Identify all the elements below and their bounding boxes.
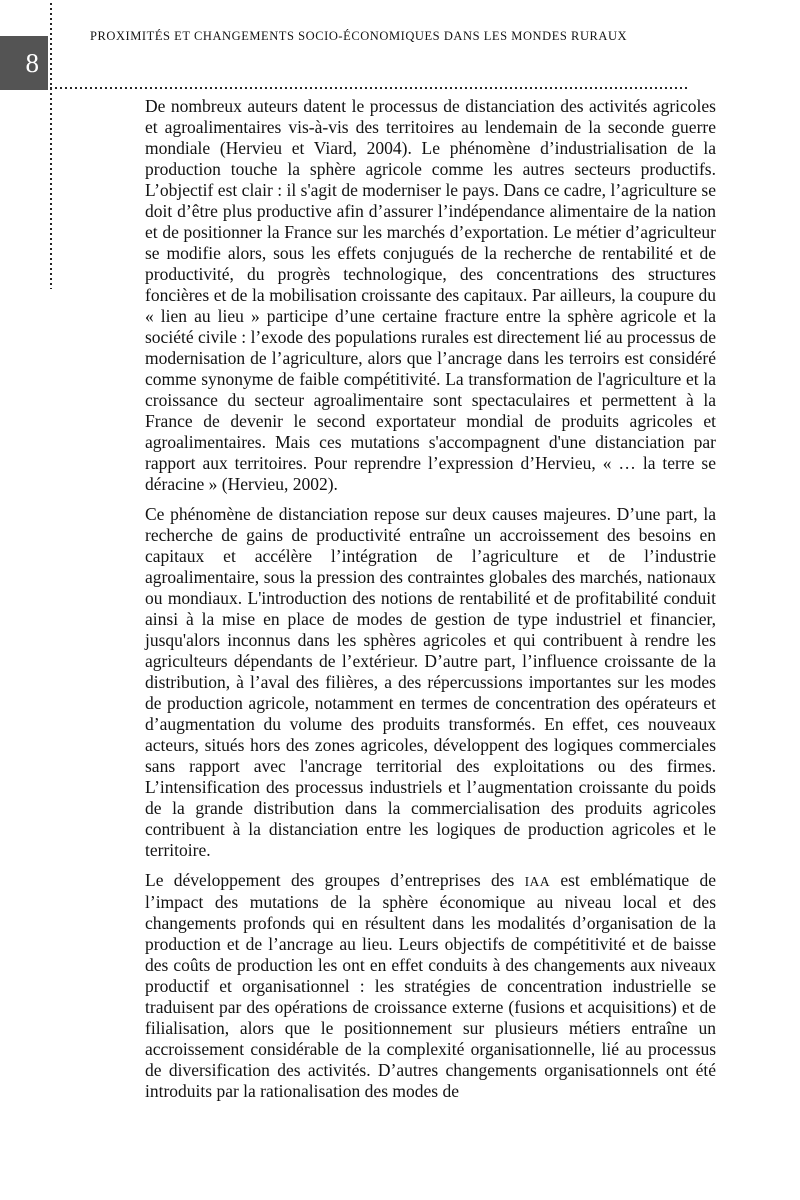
header-dotted-rule xyxy=(50,87,690,89)
page-number-badge xyxy=(0,36,48,90)
body-text-column xyxy=(145,96,716,1102)
body-paragraph: De nombreux auteurs datent le processus de distanciation des activités agricoles et agroalimentaires vis-à-vis des territoires au lendemain de la seconde guerre mondiale (Hervieu et Viard, 2004). Le phénomène d’industrialisation de la production touche la sphère agricole comme les autres secteurs productifs. L’objectif est clair : il s'agit de moderniser le pays. Dans ce cadre, l’agriculture se doit d’être plus productive afin d’assurer l’indépendance alimentaire de la nation et de positionner la France sur les marchés d’exportation. Le métier d’agriculteur se modifie alors, sous les effets conjugués de la recherche de rentabilité et de productivité, du progrès technologique, des concentrations des structures foncières et de la mobilisation croissante des capitaux. Par ailleurs, la coupure du « lien au lieu » participe d’une certaine fracture entre la sphère agricole et la société civile : l’exode des populations rurales est directement lié au processus de modernisation de l’agriculture, alors que l’ancrage dans les terroirs est considéré comme synonyme de faible compétitivité. La transformation de l'agriculture et la croissance du secteur agroalimentaire sont spectaculaires et permettent à la France de devenir le second exportateur mondial de produits agricoles et agroalimentaires. Mais ces mutations s'accompagnent d'une distanciation par rapport aux territoires. Pour reprendre l’expression d’Hervieu, « … la terre se déracine » (Hervieu, 2002). xyxy=(145,96,716,494)
body-paragraph: Le développement des groupes d’entreprises des IAA est emblématique de l’impact des mutations de la sphère économique au niveau local et des changements profonds qui en résultent dans les modalités d’organisation de la production et de l’ancrage au lieu. Leurs objectifs de compétitivité et de baisse des coûts de production les ont en effet conduits à des changements aux niveaux productif et organisationnel : les stratégies de concentration industrielle se traduisent par des opérations de croissance externe (fusions et acquisitions) et de filialisation, alors que le positionnement sur plusieurs métiers entraîne un accroissement considérable de la complexité organisationnelle, lié au processus de diversification des activités. D’autres changements organisationnels ont été introduits par la rationalisation des modes de xyxy=(145,870,716,1101)
page-number: 8 xyxy=(25,47,39,78)
running-header: PROXIMITÉS ET CHANGEMENTS SOCIO-ÉCONOMIQUES DANS LES MONDES RURAUX xyxy=(90,29,628,43)
margin-dotted-rule-vertical xyxy=(50,3,52,289)
body-paragraph: Ce phénomène de distanciation repose sur deux causes majeures. D’une part, la recherche de gains de productivité entraîne un accroissement des besoins en capitaux et accélère l’intégration de l’agriculture et de l’industrie agroalimentaire, sous la pression des contraintes globales des marchés, nationaux ou mondiaux. L'introduction des notions de rentabilité et de profitabilité conduit ainsi à la mise en place de modes de gestion de type industriel et financier, jusqu'alors inconnus dans les sphères agricoles et qui contribuent à rendre les agriculteurs dépendants de l’extérieur. D’autre part, l’influence croissante de la distribution, à l’aval des filières, a des répercussions importantes sur les modes de production agricole, notamment en termes de concentration des opérateurs et d’augmentation du volume des produits transformés. En effet, ces nouveaux acteurs, situés hors des zones agricoles, développent des logiques commerciales sans rapport avec l'ancrage territorial des exploitations ou des firmes. L’intensification des processus industriels et l’augmentation croissante du poids de la grande distribution dans la commercialisation des produits agricoles contribuent à la distanciation entre les logiques de production agricoles et le territoire. xyxy=(145,504,716,860)
